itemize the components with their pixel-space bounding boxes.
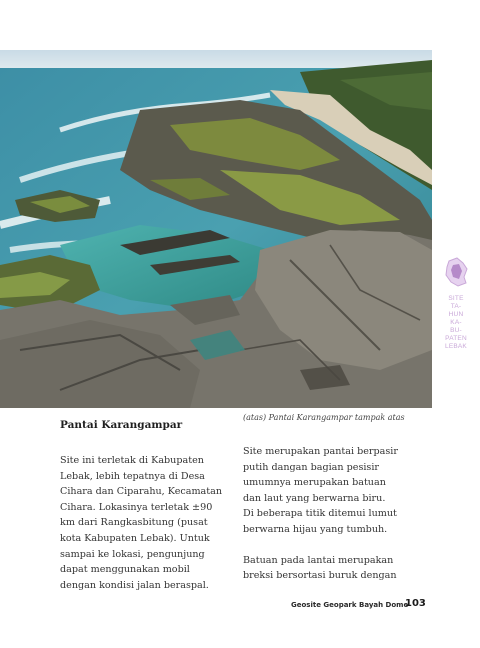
side-line-3: HUN bbox=[448, 311, 464, 318]
text-line: Site ini terletak di Kabupaten bbox=[60, 455, 204, 466]
text-line: Batuan pada lantai merupakan bbox=[243, 554, 394, 566]
footer-title: Geosite Geopark Bayah Dome bbox=[291, 601, 409, 609]
text-line: km dari Rangkasbitung (pusat bbox=[60, 517, 208, 529]
section-side-tab bbox=[436, 255, 476, 351]
text-line: sampai ke lokasi, pengunjung bbox=[60, 548, 205, 560]
side-line-5: BU- bbox=[450, 327, 462, 334]
text-line: kota Kabupaten Lebak). Untuk bbox=[60, 532, 210, 544]
right-paragraph-2 bbox=[243, 553, 421, 584]
left-column bbox=[60, 453, 238, 593]
text-line: Cihara. Lokasinya terletak ±90 bbox=[60, 501, 213, 513]
text-line: Lebak, lebih tepatnya di Desa bbox=[60, 470, 205, 482]
text-line: dapat menggunakan mobil bbox=[60, 564, 190, 576]
side-line-4: KA- bbox=[450, 319, 462, 326]
text-line: Site merupakan pantai berpasir bbox=[243, 446, 398, 457]
text-line: putih dangan bagian pesisir bbox=[243, 461, 380, 473]
text-line: umumnya merupakan batuan bbox=[243, 477, 386, 489]
section-title: Pantai Karangampar bbox=[60, 419, 183, 431]
side-line-2: TA- bbox=[450, 303, 462, 310]
right-paragraph-1 bbox=[243, 444, 421, 538]
left-paragraph bbox=[60, 453, 238, 593]
text-line: berwarna hijau yang tumbuh. bbox=[243, 523, 388, 535]
side-line-7: LEBAK bbox=[445, 343, 467, 350]
text-line: breksi bersortasi buruk dengan bbox=[243, 570, 397, 582]
text-line: Di beberapa titik ditemui lumut bbox=[243, 508, 397, 520]
region-map-icon bbox=[441, 255, 471, 289]
page-number: 103 bbox=[405, 598, 426, 609]
side-tab-label bbox=[436, 295, 476, 351]
side-line-6: PATEN bbox=[445, 335, 467, 342]
photo-caption: (atas) Pantai Karangampar tampak atas bbox=[243, 413, 405, 422]
text-line: dan laut yang berwarna biru. bbox=[243, 492, 386, 504]
text-line: Cihara dan Ciparahu, Kecamatan bbox=[60, 486, 223, 498]
side-line-1: SITE bbox=[448, 295, 464, 302]
right-column bbox=[243, 444, 421, 584]
aerial-photo bbox=[0, 50, 432, 408]
text-line: dengan kondisi jalan beraspal. bbox=[60, 579, 209, 591]
